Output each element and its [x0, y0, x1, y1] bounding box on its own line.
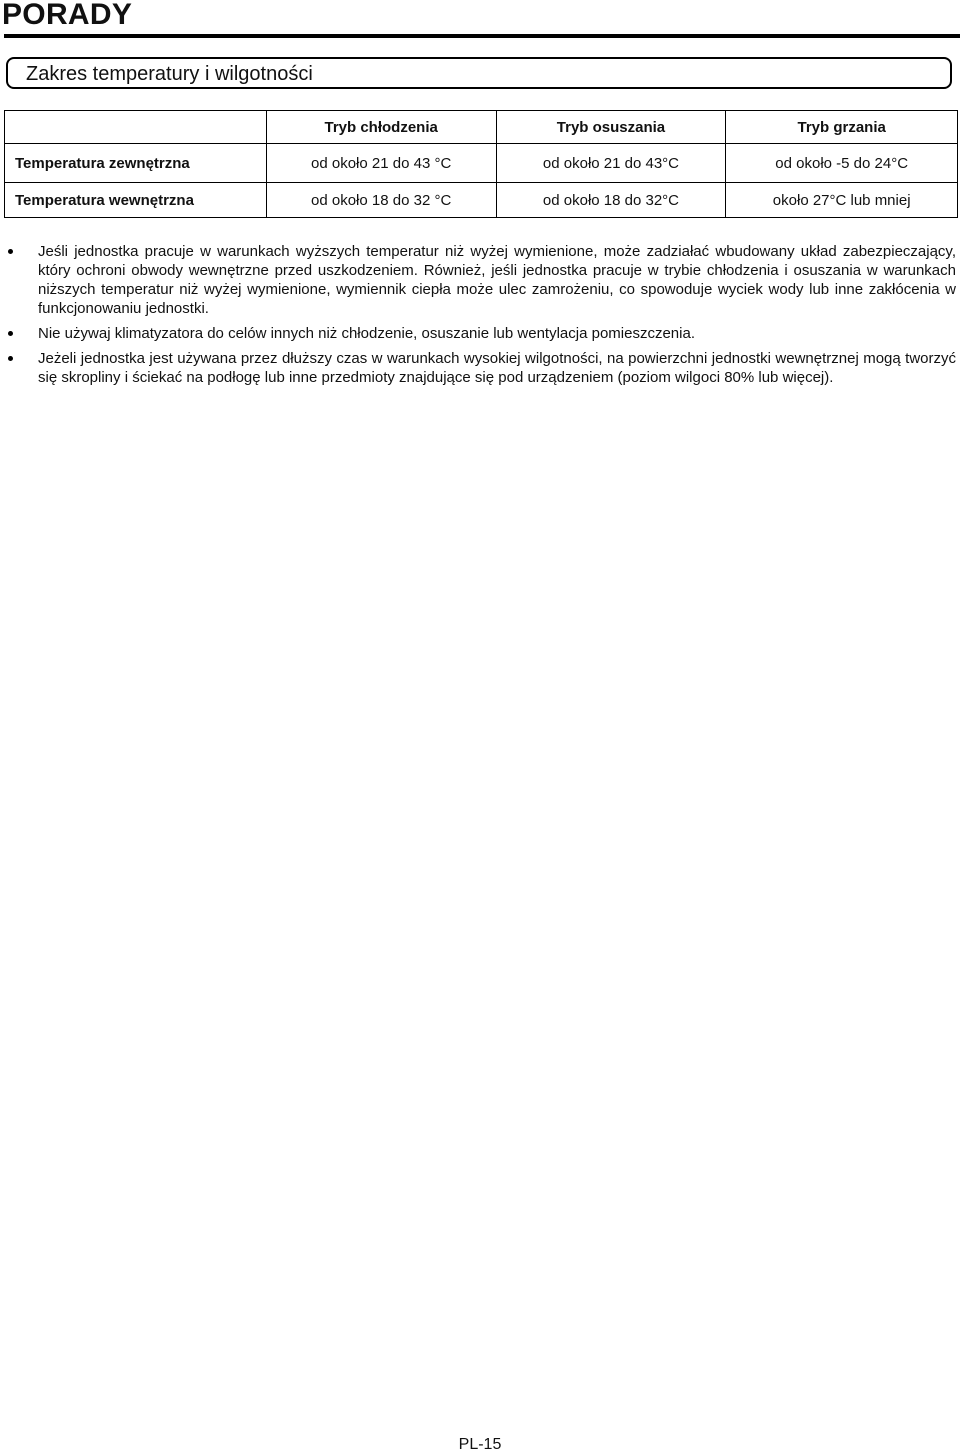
section-title-box: [6, 57, 952, 89]
table-row: [5, 144, 958, 183]
list-item: [0, 349, 960, 387]
note-text: Jeżeli jednostka jest używana przez dłuższy czas w warunkach wysokiej wilgotności, na powierzchni jednostki wewnętrznej mogą tworzyć się skropliny i ściekać na podłogę lub inne przedmioty znajdujące się pod urządzeniem (poziom wilgoci 80% lub więcej).: [38, 350, 956, 386]
table-header-heating: Tryb grzania: [726, 111, 958, 144]
temperature-range-table: [4, 110, 958, 218]
table-cell: od około -5 do 24°C: [726, 144, 958, 183]
table-cell: od około 18 do 32°C: [496, 183, 726, 218]
bullet-icon: [8, 249, 13, 254]
table-header-cooling: Tryb chłodzenia: [266, 111, 496, 144]
note-text: Nie używaj klimatyzatora do celów innych niż chłodzenie, osuszanie lub wentylacja pomieszczenia.: [38, 325, 695, 342]
notes-list: [0, 242, 960, 393]
row-label-outdoor: Temperatura zewnętrzna: [5, 144, 267, 183]
page-number: PL-15: [458, 1436, 502, 1453]
table-cell: około 27°C lub mniej: [726, 183, 958, 218]
list-item: [0, 324, 960, 343]
table-cell: od około 21 do 43 °C: [266, 144, 496, 183]
list-item: [0, 242, 960, 318]
heading-divider: [4, 34, 960, 38]
section-title: Zakres temperatury i wilgotności: [26, 63, 313, 85]
table-cell: od około 21 do 43°C: [496, 144, 726, 183]
note-text: Jeśli jednostka pracuje w warunkach wyższych temperatur niż wyżej wymienione, może zadziałać wbudowany układ zabezpieczający, który ochroni obwody wewnętrzne przed uszkodzeniem. Również, jeśli jednostka pracuje w trybie chłodzenia i osuszania w warunkach niższych temperatur niż wyżej wymienione, wymiennik ciepła może ulec zamrożeniu, co spowoduje wyciek wody lub inne zakłócenia w funkcjonowaniu jednostki.: [38, 243, 956, 317]
bullet-icon: [8, 356, 13, 361]
bullet-icon: [8, 331, 13, 336]
table-cell: od około 18 do 32 °C: [266, 183, 496, 218]
page-header: [0, 0, 960, 30]
row-label-indoor: Temperatura wewnętrzna: [5, 183, 267, 218]
table-header-drying: Tryb osuszania: [496, 111, 726, 144]
table-header-row: [5, 111, 958, 144]
table-header-empty: [5, 111, 267, 144]
page-title: PORADY: [2, 0, 133, 31]
table-row: [5, 183, 958, 218]
